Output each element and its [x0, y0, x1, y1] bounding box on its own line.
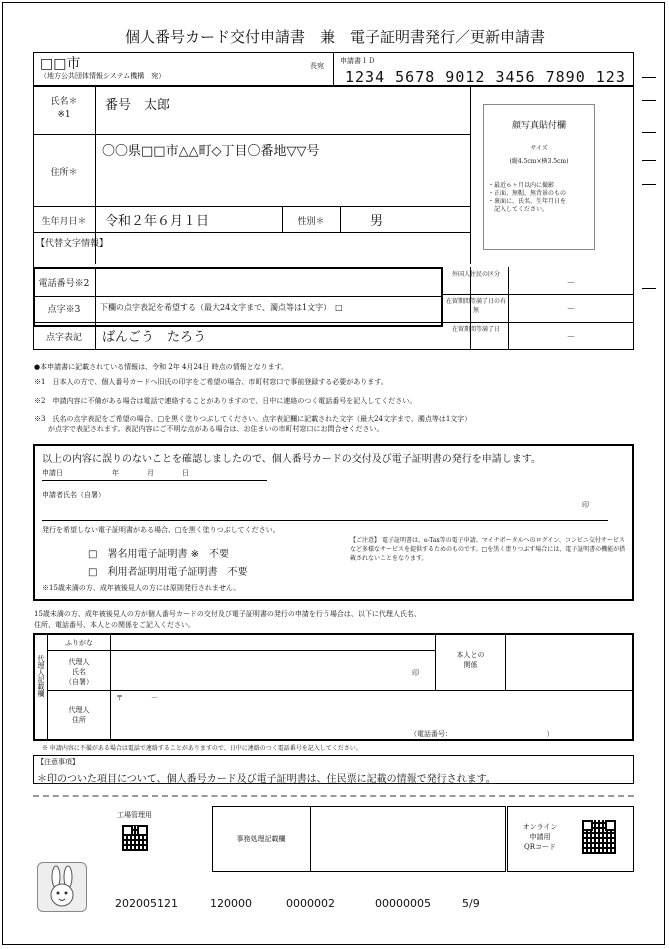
code-4: 00000005 — [375, 897, 431, 910]
proxy-intro-1: 15歳未満の方、成年被後見人の方が個人番号カードの交付及び電子証明書の発行の申請を行う場合は、以下に代理人氏名、 — [34, 610, 421, 618]
photo-title: 顔写真貼付欄 — [511, 121, 566, 131]
photo-size-value: (縦4.5cm×横3.5cm) — [509, 158, 569, 165]
stay-expiry-value: － — [566, 333, 576, 343]
application-date[interactable]: 申請日 年 月 日 — [42, 469, 189, 477]
note-2: ※2 申請内容に不備がある場合は電話で連絡することがありますので、日中に連絡のつく電話番号を記入してください。 — [34, 397, 417, 405]
municipality-name: □□市 — [40, 56, 81, 72]
cert-user-opt-out[interactable]: □ 利用者証明用電子証明書 不要 — [88, 567, 248, 578]
cert-signature-opt-out[interactable]: □ 署名用電子証明書 ※ 不要 — [88, 549, 230, 560]
signer-label: 申請者氏名（自署） — [42, 491, 105, 499]
municipality-sub: （地方公共団体情報システム機構 宛） — [40, 72, 166, 80]
code-2: 120000 — [210, 897, 252, 910]
factory-label: 工場管理用 — [117, 811, 152, 819]
under15-note: ※15歳未満の方、成年被後見人の方には原則発行されません。 — [42, 584, 241, 592]
photo-size-label: サイズ — [530, 145, 548, 152]
online-qr-icon[interactable] — [582, 820, 616, 854]
name-label: 氏名＊ ※1 — [50, 97, 78, 120]
proxy-name-label: 代理人 氏名 （自署） — [65, 658, 93, 686]
caution-box — [350, 536, 628, 563]
relation-label: 本人との 関係 — [456, 651, 485, 669]
braille-label: 点字※3 — [47, 305, 81, 315]
phone-label: 電話番号※2 — [38, 279, 90, 289]
name-value[interactable]: 番号 太郎 — [105, 98, 171, 113]
code-3: 0000002 — [286, 897, 335, 910]
note-info-date: ●本申請書に記載されている情報は、令和 2年 4月24日 時点の情報となります。 — [34, 363, 289, 371]
form-title: 個人番号カード交付申請書 兼 電子証明書発行／更新申請書 — [124, 28, 545, 46]
proxy-side-label: 代理人記載欄 — [37, 655, 45, 697]
address-label: 住所＊ — [50, 168, 78, 178]
app-id-value: 1234 5678 9012 3456 7890 123 — [345, 68, 626, 86]
cert-intro: 発行を希望しない電子証明書がある場合、□を黒く塗りつぶしてください。 — [42, 526, 280, 534]
proxy-intro-2: 住所、電話番号、本人との関係をご記入ください。 — [34, 621, 195, 629]
furigana-label: ふりがな — [65, 639, 93, 647]
note-3b: が点字で表記されます。表記内容にご不明な点がある場合は、お住まいの市町村窓口にお問合せください。 — [34, 425, 384, 433]
address-value[interactable]: 〇〇県□□市△△町◇丁目〇番地▽▽号 — [102, 144, 320, 159]
photo-notes: ・最近６ヶ月以内に撮影 ・正面、無帽、無背景のもの ・裏面に、氏名、生年月日を 記入してください。 — [488, 182, 567, 213]
proxy-phone[interactable]: （電話番号： ） — [410, 730, 554, 738]
stay-expiry-flag-value: － — [566, 305, 576, 315]
caution-title: 【ご注意】 — [350, 537, 381, 544]
proxy-address-label: 代理人 住所 — [68, 706, 90, 724]
rabbit-logo-icon — [37, 862, 87, 912]
foreign-status-value: － — [566, 279, 576, 289]
braille-notation-value[interactable]: ばんごう たろう — [102, 330, 207, 345]
app-id-label: 申請書ＩＤ — [340, 57, 375, 65]
online-label: オンライン 申請用 QRコード — [522, 823, 558, 851]
attention-text: ＊印のついた項目について、個人番号カード及び電子証明書は、住民票に記載の情報で発行されます。 — [37, 774, 496, 785]
head-label: 長宛 — [310, 62, 324, 70]
braille-desc[interactable]: 下欄の点字表記を希望する（最大24文字まで、濁点等は1文字） □ — [100, 303, 343, 312]
code-1: 202005121 — [115, 897, 178, 910]
birth-value[interactable]: 令和２年６月１日 — [105, 214, 210, 229]
foreign-status-label: 外国人住民の区分 — [451, 271, 500, 278]
attention-title: 【注意事項】 — [37, 758, 79, 766]
birth-label: 生年月日＊ — [41, 217, 87, 227]
page-indicator: 5/9 — [462, 897, 480, 910]
proxy-seal: 印 — [412, 669, 419, 677]
signer-seal: 印 — [582, 501, 589, 509]
proxy-postal[interactable]: 〒 － — [116, 694, 158, 702]
note-1: ※1 日本人の方で、個人番号カードへ旧氏の印字をご希望の場合、市町村窓口で事前登録する必要があります。 — [34, 378, 388, 386]
office-label: 事務処理記載欄 — [236, 835, 286, 843]
stay-expiry-flag-label: 在留期間等満了日の有無 — [445, 298, 506, 314]
cut-line — [33, 795, 634, 797]
braille-notation-label: 点字表記 — [45, 333, 82, 343]
factory-qr-icon — [122, 825, 148, 851]
sex-value[interactable]: 男 — [370, 214, 384, 229]
proxy-note: ※ 申請内容に不備がある場合は電話で連絡することがありますので、日中に連絡のつく電話番号を記入してください。 — [42, 745, 362, 752]
alt-char-label: 【代替文字情報】 — [36, 239, 109, 249]
note-3a: ※3 氏名の点字表記をご希望の場合、□を黒く塗りつぶしてください。点字表記欄に記載された文字（最大24文字まで、濁点等は1文字） — [34, 415, 472, 423]
caution-text: 電子証明書は、e-Tax等の電子申請、マイナポータルへのログイン、コンビニ交付サービスなど多様なサービスを提供するためのものです。□を黒く塗りつぶす場合には、電子証明書の機能が搭載されないことをなります。 — [350, 537, 626, 562]
stay-expiry-label: 在留期間等満了日 — [451, 326, 500, 333]
sex-label: 性別＊ — [297, 217, 325, 227]
declaration-text: 以上の内容に誤りのないことを確認しましたので、個人番号カードの交付及び電子証明書の発行を申請します。 — [42, 454, 541, 465]
